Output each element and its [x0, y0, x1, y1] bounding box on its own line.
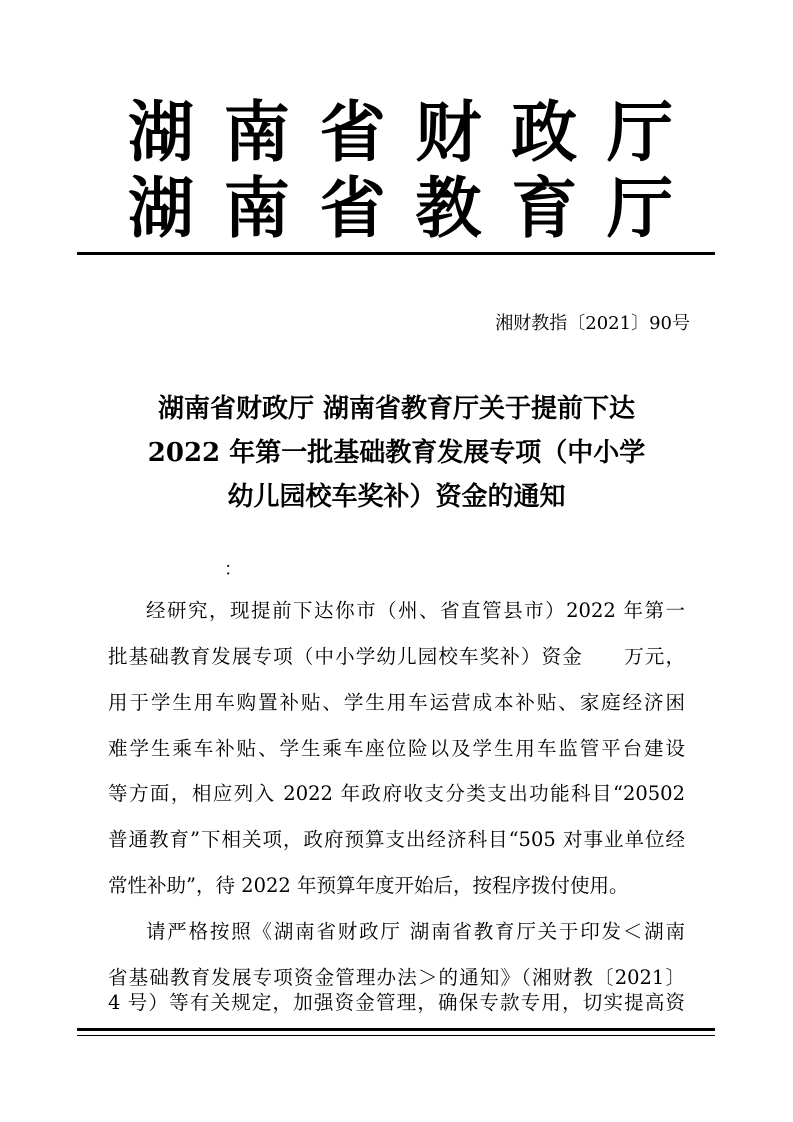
document-number: 湘财教指〔2021〕90号: [495, 313, 690, 334]
body-line: 批基础教育发展专项（中小学幼儿园校车奖补）资金 万元，: [108, 645, 685, 668]
header-divider: [77, 252, 715, 255]
footer-divider-thick: [77, 1028, 715, 1031]
body-line: 省基础教育发展专项资金管理办法＞的通知》（湘财教〔2021〕: [108, 966, 685, 989]
body-line: 普通教育”下相关项，政府预算支出经济科目“505 对事业单位经: [108, 828, 685, 851]
issuer-header-finance: 湖南省财政厅: [128, 93, 673, 171]
body-line: 难学生乘车补贴、学生乘车座位险以及学生用车监管平台建设: [108, 737, 685, 760]
body-line: 请严格按照《湖南省财政厅 湖南省教育厅关于印发＜湖南: [146, 920, 685, 943]
title-line-1: 湖南省财政厅 湖南省教育厅关于提前下达: [157, 394, 636, 424]
footer-divider-thin: [77, 1035, 715, 1036]
title-line-3: 幼儿园校车奖补）资金的通知: [227, 482, 566, 512]
body-line: 等方面，相应列入 2022 年政府收支分类支出功能科目“20502: [108, 782, 685, 805]
title-line-2: 2022 年第一批基础教育发展专项（中小学: [147, 438, 646, 468]
body-line: 4 号）等有关规定，加强资金管理，确保专款专用，切实提高资: [108, 991, 685, 1014]
document-title: [110, 387, 683, 519]
recipient-salutation: ：: [224, 559, 242, 580]
body-line: 常性补助”，待 2022 年预算年度开始后，按程序拨付使用。: [108, 874, 629, 897]
body-line: 用于学生用车购置补贴、学生用车运营成本补贴、家庭经济困: [108, 691, 685, 714]
body-line: 经研究，现提前下达你市（州、省直管县市）2022 年第一: [146, 599, 685, 622]
issuer-header-education: 湖南省教育厅: [128, 169, 673, 247]
